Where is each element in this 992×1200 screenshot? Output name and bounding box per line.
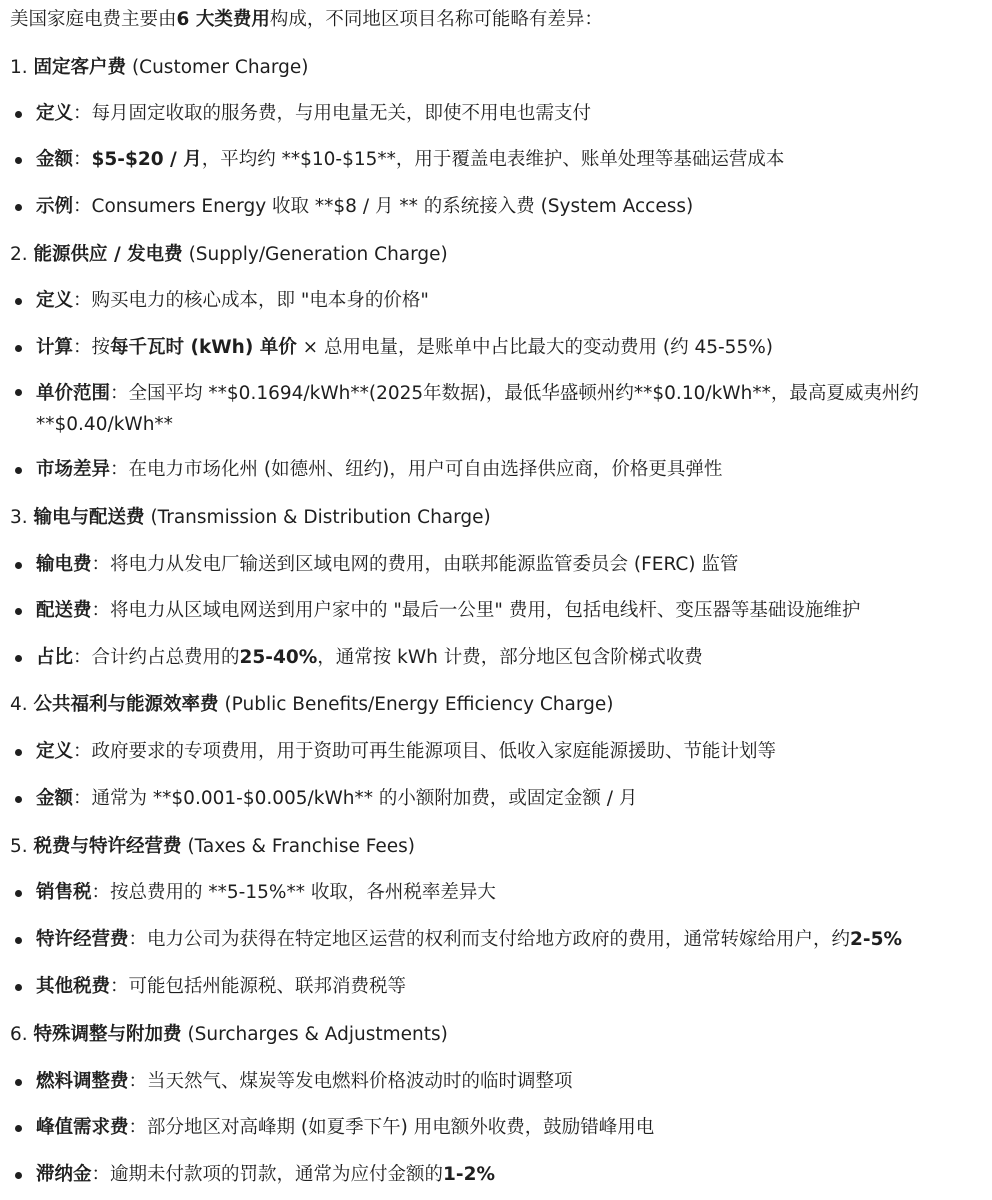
item-text: 当天然气、煤炭等发电燃料价格波动时的临时调整项 (147, 1071, 573, 1092)
item-separator: ： (73, 290, 92, 311)
item-text-end: ，平均约 **$10-$15**，用于覆盖电表维护、账单处理等基础运营成本 (201, 149, 785, 170)
item-label: 单价范围 (36, 383, 111, 404)
list-item (15, 1114, 984, 1142)
section-number: 6. (10, 1024, 34, 1045)
bullet-dot (15, 608, 22, 615)
item-text: 按 (91, 337, 111, 358)
section-title: 公共福利与能源效率费 (33, 694, 219, 715)
bullet-dot (15, 749, 22, 756)
item-separator: ： (73, 196, 92, 217)
item-label: 定义 (36, 290, 74, 311)
list-item (15, 597, 984, 625)
list-item (15, 879, 984, 907)
item-label: 金额 (36, 149, 74, 170)
intro-text: 美国家庭电费主要由 (10, 9, 177, 30)
list-item (15, 551, 984, 579)
list-item (15, 1161, 984, 1189)
item-text: 将电力从发电厂输送到区域电网的费用，由联邦能源监管委员会 (FERC) 监管 (110, 554, 739, 575)
intro-text-end: 构成，不同地区项目名称可能略有差异： (269, 9, 603, 30)
bullet-dot (15, 1079, 22, 1086)
section-title-en: (Supply/Generation Charge) (182, 244, 448, 265)
bullet-dot (15, 937, 22, 944)
item-separator: ： (110, 976, 129, 997)
section-heading-1 (10, 54, 984, 82)
item-text: 全国平均 **$0.1694/kWh**(2025年数据)，最低华盛顿州约**$0.10/kWh**，最高夏威夷州约 **$0.40/kWh** (36, 383, 919, 435)
item-label: 输电费 (36, 554, 92, 575)
item-text: 合计约占总费用的 (91, 647, 240, 668)
item-label: 特许经营费 (36, 929, 129, 950)
section-title-en: (Transmission & Distribution Charge) (144, 507, 491, 528)
section-title: 税费与特许经营费 (33, 836, 182, 857)
list-item (15, 456, 984, 484)
section-title: 特殊调整与附加费 (33, 1024, 182, 1045)
section-title-en: (Customer Charge) (126, 57, 309, 78)
section-heading-3 (10, 504, 984, 532)
item-text: 购买电力的核心成本，即 "电本身的价格" (91, 290, 429, 311)
list-item (15, 926, 984, 954)
section-number: 4. (10, 694, 34, 715)
item-separator: ： (128, 1071, 148, 1092)
section-number: 1. (10, 57, 34, 78)
list-item (15, 146, 984, 174)
item-label: 其他税费 (36, 976, 111, 997)
section-title: 输电与配送费 (33, 507, 145, 528)
item-separator: ： (91, 882, 111, 903)
bullet-dot (15, 1125, 22, 1132)
item-separator: ： (110, 383, 129, 404)
section-title: 能源供应 / 发电费 (33, 244, 183, 265)
section-title-en: (Taxes & Franchise Fees) (181, 836, 415, 857)
item-emphasis: $5-$20 / 月 (91, 149, 202, 170)
bullet-dot (15, 204, 22, 211)
item-emphasis: 2-5% (850, 929, 903, 950)
section-heading-2 (10, 241, 984, 269)
item-text: 在电力市场化州 (如德州、纽约)，用户可自由选择供应商，价格更具弹性 (128, 459, 723, 480)
bullet-dot (15, 890, 22, 897)
item-label: 占比 (36, 647, 74, 668)
item-text: 电力公司为获得在特定地区运营的权利而支付给地方政府的费用，通常转嫁给用户，约 (147, 929, 851, 950)
item-separator: ： (73, 647, 92, 668)
item-text-end: × 总用电量，是账单中占比最大的变动费用 (约 45-55%) (296, 337, 774, 358)
list-item (15, 973, 984, 1001)
bullet-dot (15, 111, 22, 118)
bullet-dot (15, 467, 22, 474)
list-item (15, 378, 972, 440)
item-label: 计算 (36, 337, 74, 358)
section-title: 固定客户费 (33, 57, 127, 78)
item-label: 市场差异 (36, 459, 111, 480)
item-emphasis: 1-2% (443, 1164, 496, 1185)
section-number: 2. (10, 244, 34, 265)
list-item (15, 100, 984, 128)
list-item (15, 193, 984, 221)
item-text: 按总费用的 **5-15%** 收取，各州税率差异大 (110, 882, 496, 903)
item-text: 可能包括州能源税、联邦消费税等 (128, 976, 407, 997)
bullet-dot (15, 389, 22, 396)
item-separator: ： (128, 929, 148, 950)
item-separator: ： (91, 1164, 111, 1185)
list-item (15, 785, 984, 813)
intro-emphasis: 6 大类费用 (176, 9, 270, 30)
item-label: 示例 (36, 196, 74, 217)
bullet-dot (15, 345, 22, 352)
section-number: 5. (10, 836, 34, 857)
item-label: 滞纳金 (36, 1164, 92, 1185)
list-item (15, 287, 984, 315)
bullet-dot (15, 655, 22, 662)
item-text: 政府要求的专项费用，用于资助可再生能源项目、低收入家庭能源援助、节能计划等 (91, 741, 777, 762)
item-label: 燃料调整费 (36, 1071, 129, 1092)
item-label: 定义 (36, 741, 74, 762)
item-separator: ： (128, 1117, 148, 1138)
bullet-dot (15, 796, 22, 803)
item-label: 峰值需求费 (36, 1117, 129, 1138)
list-item (15, 644, 984, 672)
item-separator: ： (73, 741, 92, 762)
bullet-dot (15, 298, 22, 305)
bullet-dot (15, 1172, 22, 1179)
bullet-dot (15, 157, 22, 164)
item-separator: ： (73, 103, 92, 124)
item-label: 配送费 (36, 600, 92, 621)
bullet-dot (15, 562, 22, 569)
item-separator: ： (91, 600, 111, 621)
item-separator: ： (73, 788, 92, 809)
item-text-end: ，通常按 kWh 计费，部分地区包含阶梯式收费 (317, 647, 703, 668)
list-item (15, 334, 984, 362)
section-title-en: (Surcharges & Adjustments) (181, 1024, 448, 1045)
item-text: 将电力从区域电网送到用户家中的 "最后一公里" 费用，包括电线杆、变压器等基础设施维护 (110, 600, 861, 621)
item-emphasis: 25-40% (239, 647, 318, 668)
section-title-en: (Public Benefits/Energy Efficiency Charge) (218, 694, 614, 715)
section-heading-6 (10, 1021, 984, 1049)
item-separator: ： (73, 149, 92, 170)
list-item (15, 738, 984, 766)
item-emphasis: 每千瓦时 (kWh) 单价 (110, 337, 297, 358)
item-text: 逾期未付款项的罚款，通常为应付金额的 (110, 1164, 444, 1185)
list-item (15, 1068, 984, 1096)
bullet-dot (15, 984, 22, 991)
intro-paragraph (10, 6, 984, 34)
item-text: 通常为 **$0.001-$0.005/kWh** 的小额附加费，或固定金额 / 月 (91, 788, 638, 809)
section-number: 3. (10, 507, 34, 528)
item-separator: ： (91, 554, 111, 575)
item-label: 销售税 (36, 882, 92, 903)
item-label: 定义 (36, 103, 74, 124)
section-heading-5 (10, 833, 984, 861)
item-label: 金额 (36, 788, 74, 809)
section-heading-4 (10, 691, 984, 719)
item-text: 部分地区对高峰期 (如夏季下午) 用电额外收费，鼓励错峰用电 (147, 1117, 655, 1138)
item-separator: ： (73, 337, 92, 358)
item-text: Consumers Energy 收取 **$8 / 月 ** 的系统接入费 (System Access) (91, 196, 694, 217)
item-separator: ： (110, 459, 129, 480)
item-text: 每月固定收取的服务费，与用电量无关，即使不用电也需支付 (91, 103, 592, 124)
